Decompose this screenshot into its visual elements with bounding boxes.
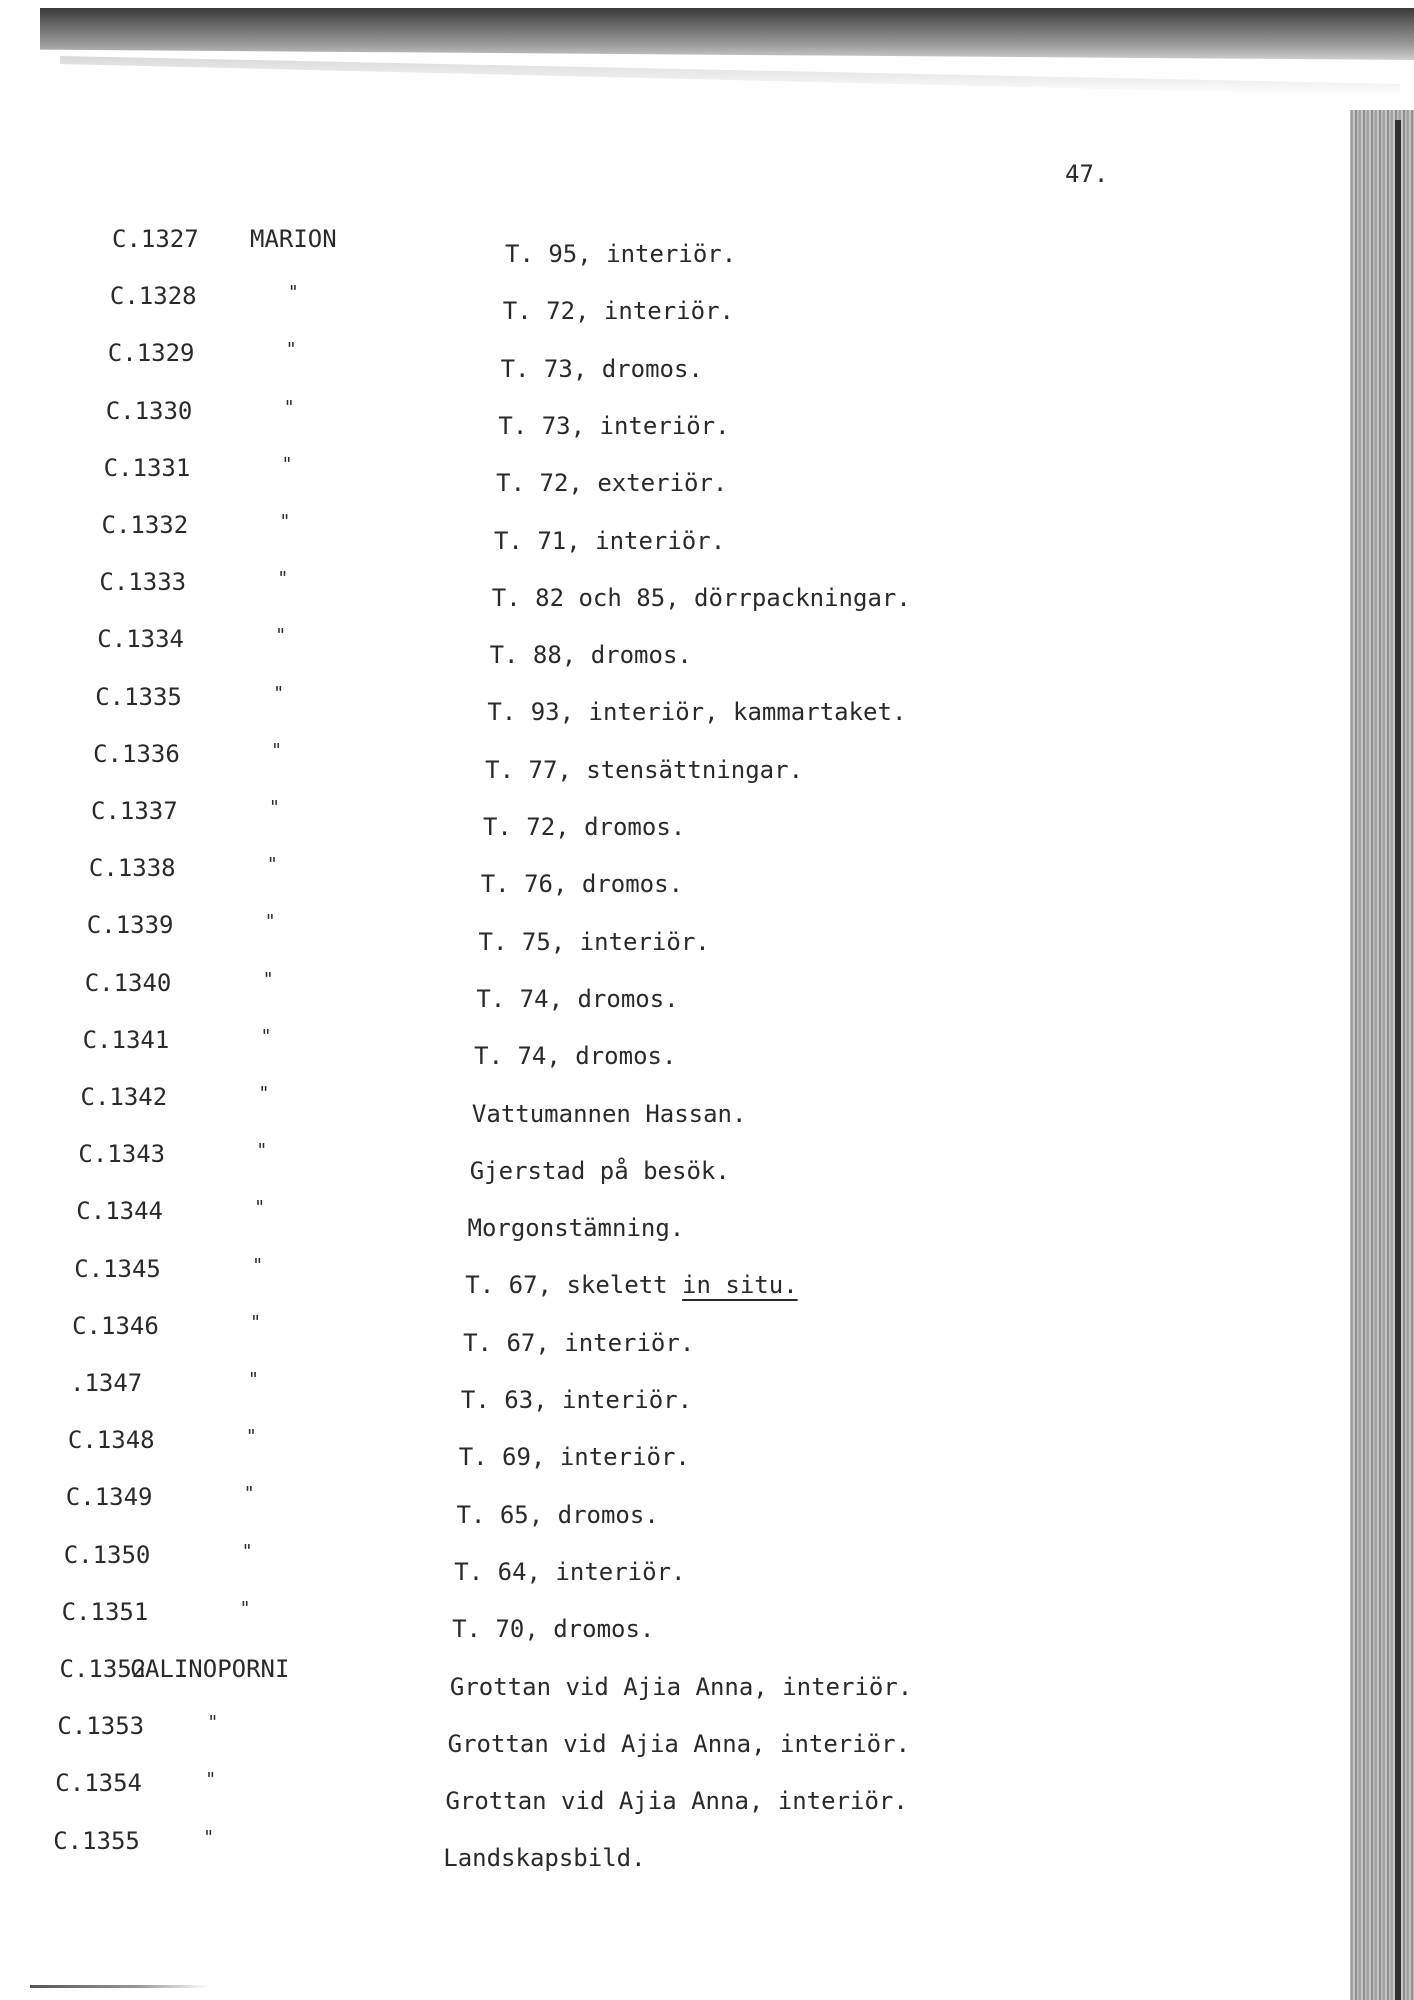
entry-description bbox=[443, 1844, 645, 1872]
entry-description bbox=[470, 1157, 730, 1185]
entry-site: " bbox=[205, 1769, 217, 1791]
entry-site: " bbox=[281, 453, 293, 475]
entry-site: " bbox=[283, 396, 295, 418]
entry-description bbox=[494, 527, 725, 555]
entry-description bbox=[485, 756, 803, 784]
entry-code: C.1327 bbox=[112, 225, 199, 253]
entry-description bbox=[505, 240, 736, 268]
entry-code: C.1344 bbox=[76, 1197, 163, 1226]
entry-description bbox=[487, 698, 906, 726]
entry-site: " bbox=[260, 1025, 272, 1047]
scan-bottom-mark bbox=[30, 1985, 210, 1988]
entry-site: " bbox=[250, 1311, 261, 1333]
entry-description-text: Grottan vid Ajia Anna, interiör. bbox=[447, 1729, 911, 1758]
entry-description bbox=[476, 985, 678, 1013]
entry-description-text: T. 74, dromos. bbox=[476, 984, 679, 1013]
entry-description-text: T. 95, interiör. bbox=[505, 240, 737, 268]
entry-description-text: T. 65, dromos. bbox=[456, 1500, 659, 1529]
entry-site: " bbox=[243, 1483, 255, 1505]
entry-code: C.1342 bbox=[80, 1083, 168, 1111]
entry-description-text: Grottan vid Ajia Anna, interiör. bbox=[445, 1787, 908, 1816]
entry-site: " bbox=[287, 282, 299, 304]
entry-code: C.1350 bbox=[63, 1540, 151, 1569]
entry-description bbox=[501, 355, 703, 383]
entry-description-text: T. 63, interiör. bbox=[460, 1386, 693, 1414]
entry-description bbox=[445, 1787, 907, 1815]
entry-code: C.1329 bbox=[107, 339, 195, 368]
entry-site: " bbox=[254, 1197, 266, 1219]
entry-description-text: T. 72, dromos. bbox=[482, 813, 686, 841]
entry-code: C.1345 bbox=[74, 1254, 161, 1283]
entry-description-text: T. 69, interiör. bbox=[458, 1443, 690, 1472]
entry-code: C.1346 bbox=[72, 1311, 159, 1340]
entry-site: " bbox=[203, 1826, 215, 1848]
entry-code: C.1352 bbox=[59, 1655, 147, 1683]
entry-description bbox=[490, 641, 692, 669]
entry-site: " bbox=[277, 568, 289, 590]
entry-description-text: Morgonstämning. bbox=[467, 1214, 685, 1243]
entry-description bbox=[498, 412, 729, 440]
entry-code: C.1332 bbox=[101, 511, 189, 539]
entry-description-text: Gjerstad på besök. bbox=[469, 1156, 730, 1185]
entry-code: C.1349 bbox=[65, 1483, 153, 1512]
entry-site: " bbox=[285, 339, 297, 361]
entry-description bbox=[454, 1558, 685, 1586]
entry-site: " bbox=[266, 854, 278, 876]
entry-site: " bbox=[264, 911, 276, 933]
entry-code: C.1343 bbox=[78, 1140, 166, 1169]
entry-description bbox=[496, 469, 727, 497]
entry-code: C.1338 bbox=[88, 854, 176, 883]
entry-description-text: T. 67, interiör. bbox=[463, 1328, 695, 1357]
entry-code: C.1355 bbox=[53, 1826, 140, 1855]
entry-site: " bbox=[271, 739, 282, 761]
entry-description bbox=[468, 1214, 685, 1242]
entry-description bbox=[463, 1329, 694, 1357]
entry-description bbox=[452, 1615, 654, 1643]
entry-description-text: T. 72, exteriör. bbox=[496, 469, 728, 498]
entry-description-text: Vattumannen Hassan. bbox=[471, 1099, 747, 1128]
entry-description bbox=[465, 1271, 797, 1299]
entry-description bbox=[492, 584, 911, 612]
entry-description-text: T. 77, stensättningar. bbox=[485, 755, 804, 784]
entry-description bbox=[479, 928, 710, 956]
entry-description bbox=[481, 870, 683, 898]
entry-site: GALINOPORNI bbox=[130, 1655, 290, 1683]
entry-site: " bbox=[275, 625, 287, 647]
entry-code: C.1351 bbox=[61, 1597, 149, 1626]
entry-code: C.1328 bbox=[109, 282, 197, 311]
scan-right-page-edges bbox=[1350, 110, 1414, 2000]
entry-site: " bbox=[256, 1140, 268, 1162]
entry-description bbox=[472, 1100, 747, 1128]
scan-top-shadow bbox=[40, 8, 1414, 60]
entry-description-text: T. 88, dromos. bbox=[489, 641, 692, 670]
entry-description-text: T. 70, dromos. bbox=[452, 1615, 655, 1644]
entry-code: C.1331 bbox=[103, 453, 191, 482]
entry-description-underlined: in situ. bbox=[682, 1271, 798, 1300]
entry-site: " bbox=[207, 1712, 219, 1734]
entry-site: " bbox=[273, 682, 285, 704]
entry-description bbox=[456, 1501, 658, 1529]
entry-code: C.1340 bbox=[84, 968, 172, 997]
scan-right-dark-edge bbox=[1395, 120, 1401, 2000]
page-number: 47. bbox=[1065, 160, 1109, 188]
entry-description-text: T. 93, interiör, kammartaket. bbox=[487, 698, 907, 727]
entry-site: " bbox=[269, 797, 280, 818]
entry-description bbox=[461, 1386, 692, 1414]
entry-description-text: T. 74, dromos. bbox=[474, 1042, 677, 1071]
entry-code: C.1330 bbox=[105, 396, 193, 425]
entry-site: " bbox=[241, 1540, 253, 1562]
entry-description bbox=[503, 297, 734, 325]
entry-description-text: T. 67, skelett bbox=[465, 1271, 683, 1300]
entry-site: " bbox=[279, 511, 291, 532]
entry-description-text: Grottan vid Ajia Anna, interiör. bbox=[449, 1672, 913, 1701]
scan-top-edge bbox=[60, 56, 1400, 96]
entry-description-text: T. 75, interiör. bbox=[478, 927, 710, 956]
entry-site: " bbox=[252, 1254, 264, 1276]
entry-description-text: T. 71, interiör. bbox=[493, 526, 726, 555]
entry-description-text: T. 82 och 85, dörrpackningar. bbox=[491, 583, 911, 612]
entry-description bbox=[450, 1673, 912, 1701]
entry-code: .1347 bbox=[70, 1369, 143, 1397]
entry-code: C.1339 bbox=[86, 911, 174, 940]
entry-code: C.1336 bbox=[93, 739, 180, 768]
entry-site: " bbox=[262, 968, 274, 990]
entry-code: C.1341 bbox=[82, 1025, 170, 1054]
entry-description-text: T. 73, dromos. bbox=[500, 354, 703, 383]
entry-site: " bbox=[245, 1426, 257, 1448]
entry-code: C.1337 bbox=[91, 797, 178, 825]
entry-code: C.1333 bbox=[99, 568, 187, 597]
entry-code: C.1353 bbox=[57, 1712, 145, 1741]
entry-description bbox=[474, 1042, 676, 1070]
entry-description-text: T. 72, interiör. bbox=[502, 297, 734, 326]
entry-site: " bbox=[239, 1597, 251, 1619]
entry-code: C.1334 bbox=[97, 625, 184, 654]
entry-description-text: T. 64, interiör. bbox=[454, 1557, 686, 1586]
entry-description-text: T. 73, interiör. bbox=[498, 411, 730, 440]
entry-code: C.1335 bbox=[95, 682, 182, 711]
entry-site: " bbox=[248, 1369, 259, 1390]
entry-description-text: T. 76, dromos. bbox=[480, 870, 684, 899]
entry-site: MARION bbox=[250, 225, 337, 253]
entry-description bbox=[448, 1730, 910, 1758]
entry-description bbox=[483, 813, 685, 841]
entry-description bbox=[459, 1443, 690, 1471]
entry-site: " bbox=[258, 1083, 270, 1104]
entry-code: C.1354 bbox=[55, 1769, 142, 1798]
entry-description-text: Landskapsbild. bbox=[443, 1844, 646, 1873]
entry-code: C.1348 bbox=[67, 1426, 155, 1455]
